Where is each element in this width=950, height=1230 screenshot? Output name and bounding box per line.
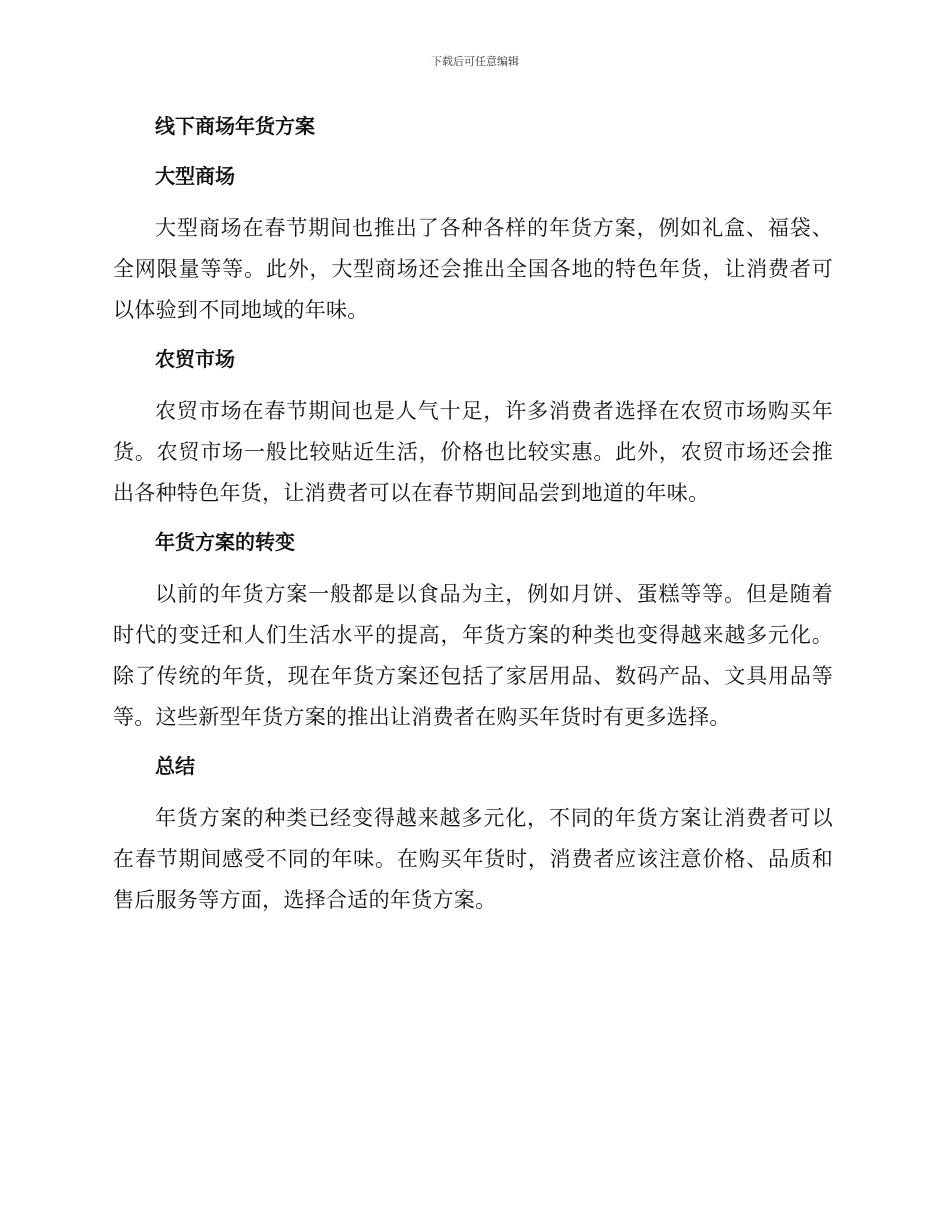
section-paragraph-farmers-market: 农贸市场在春节期间也是人气十足，许多消费者选择在农贸市场购买年货。农贸市场一般比较贴近生活，价格也比较实惠。此外，农贸市场还会推出各种特色年货，让消费者可以在春节期间品尝到地道的年味。 — [113, 399, 833, 505]
section-paragraph-large-mall: 大型商场在春节期间也推出了各种各样的年货方案，例如礼盒、福袋、全网限量等等。此外，大型商场还会推出全国各地的特色年货，让消费者可以体验到不同地域的年味。 — [113, 216, 833, 322]
section-heading-plan-change: 年货方案的转变 — [155, 530, 295, 554]
section-heading-summary: 总结 — [155, 754, 195, 778]
section-heading-large-mall: 大型商场 — [155, 164, 235, 188]
section-paragraph-summary: 年货方案的种类已经变得越来越多元化，不同的年货方案让消费者可以在春节期间感受不同的年味。在购买年货时，消费者应该注意价格、品质和售后服务等方面，选择合适的年货方案。 — [113, 806, 833, 912]
document-title: 线下商场年货方案 — [155, 114, 315, 138]
section-heading-farmers-market: 农贸市场 — [155, 347, 235, 371]
section-paragraph-plan-change: 以前的年货方案一般都是以食品为主，例如月饼、蛋糕等等。但是随着时代的变迁和人们生活水平的提高，年货方案的种类也变得越来越多元化。除了传统的年货，现在年货方案还包括了家居用品、数码产品、文具用品等等。这些新型年货方案的推出让消费者在购买年货时有更多选择。 — [113, 582, 833, 729]
document-content — [113, 110, 833, 921]
header-note: 下载后可任意编辑 — [431, 55, 519, 68]
